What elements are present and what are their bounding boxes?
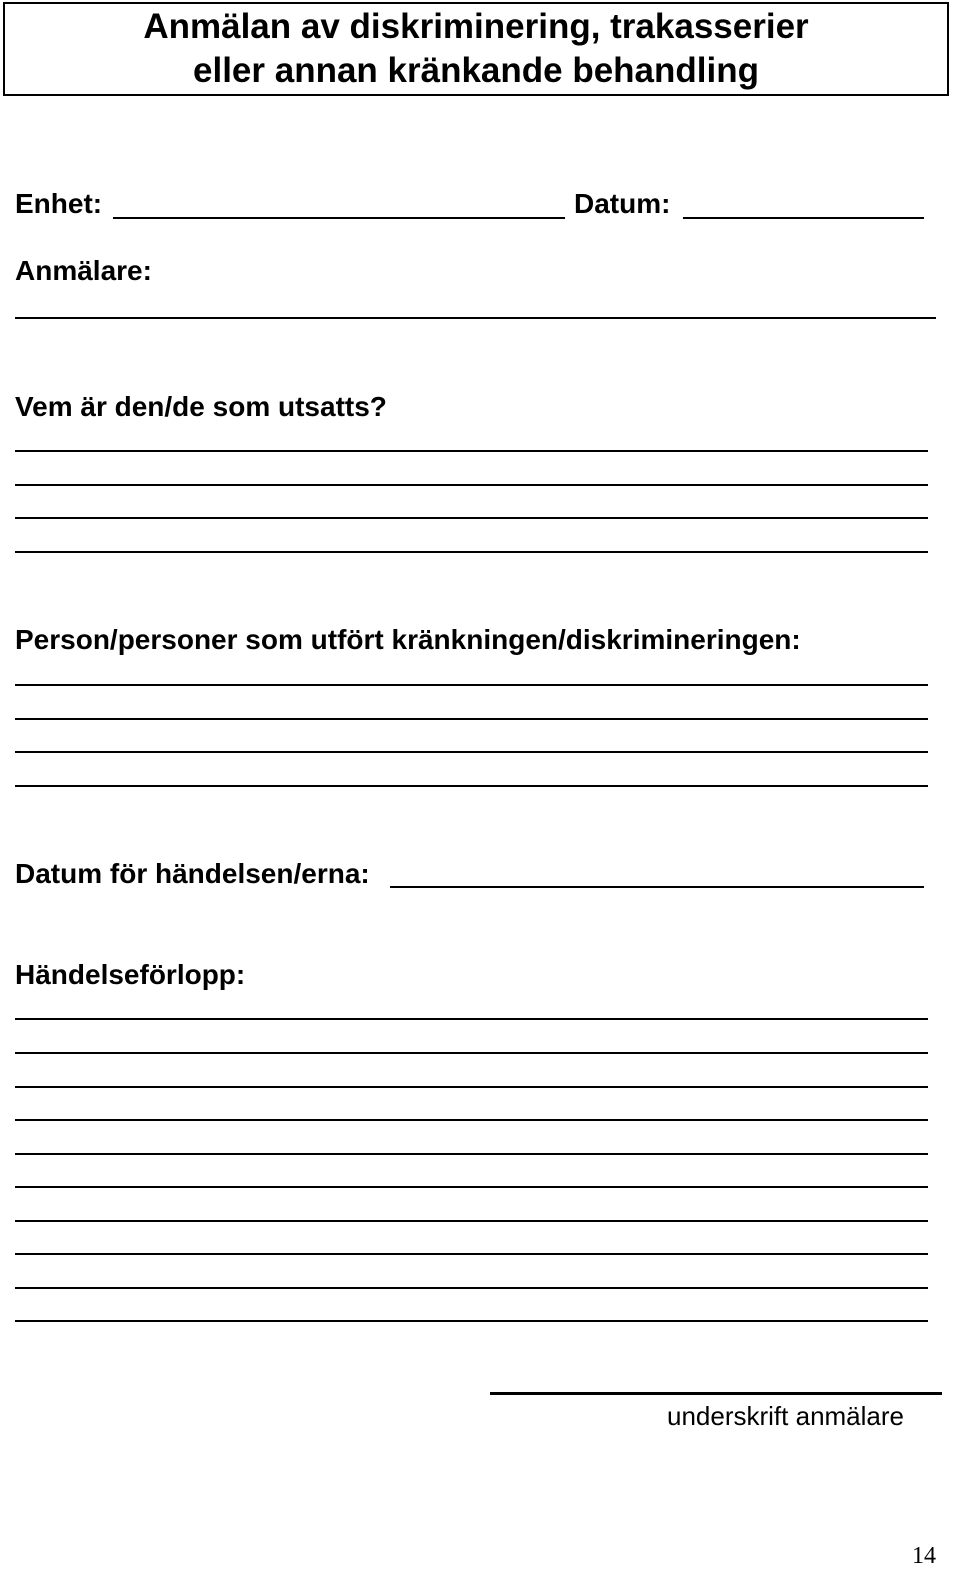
forlopp-line-5[interactable] xyxy=(15,1153,928,1155)
forlopp-label: Händelseförlopp: xyxy=(15,959,246,990)
form-title-line-2: eller annan kränkande behandling xyxy=(193,51,759,90)
utforare-line-3[interactable] xyxy=(15,751,928,753)
utsatt-line-2[interactable] xyxy=(15,484,928,486)
forlopp-line-10[interactable] xyxy=(15,1320,928,1322)
signature-label: underskrift anmälare xyxy=(667,1401,904,1431)
handelse-datum-field-line[interactable] xyxy=(390,886,924,888)
anmalare-label: Anmälare: xyxy=(15,255,152,286)
forlopp-line-7[interactable] xyxy=(15,1220,928,1222)
anmalare-field-line[interactable] xyxy=(15,317,936,319)
forlopp-line-6[interactable] xyxy=(15,1186,928,1188)
enhet-label: Enhet: xyxy=(15,188,103,219)
form-title-line-1: Anmälan av diskriminering, trakasserier xyxy=(143,7,809,46)
page-number: 14 xyxy=(912,1543,936,1569)
utforare-line-2[interactable] xyxy=(15,718,928,720)
form-title-box xyxy=(3,2,949,96)
forlopp-line-3[interactable] xyxy=(15,1086,928,1088)
handelse-datum-label: Datum för händelsen/erna: xyxy=(15,858,370,889)
utforare-line-4[interactable] xyxy=(15,785,928,787)
datum-label: Datum: xyxy=(574,188,671,219)
utforare-line-1[interactable] xyxy=(15,684,928,686)
utsatt-line-1[interactable] xyxy=(15,450,928,452)
signature-line[interactable] xyxy=(490,1392,942,1395)
datum-field-line[interactable] xyxy=(683,217,924,219)
utsatt-line-3[interactable] xyxy=(15,517,928,519)
utforare-label: Person/personer som utfört kränkningen/diskrimineringen: xyxy=(15,624,801,655)
forlopp-line-2[interactable] xyxy=(15,1052,928,1054)
forlopp-line-8[interactable] xyxy=(15,1253,928,1255)
utsatt-line-4[interactable] xyxy=(15,551,928,553)
forlopp-line-4[interactable] xyxy=(15,1119,928,1121)
forlopp-line-1[interactable] xyxy=(15,1018,928,1020)
utsatt-question: Vem är den/de som utsatts? xyxy=(15,391,387,422)
enhet-field-line[interactable] xyxy=(113,217,565,219)
forlopp-line-9[interactable] xyxy=(15,1287,928,1289)
